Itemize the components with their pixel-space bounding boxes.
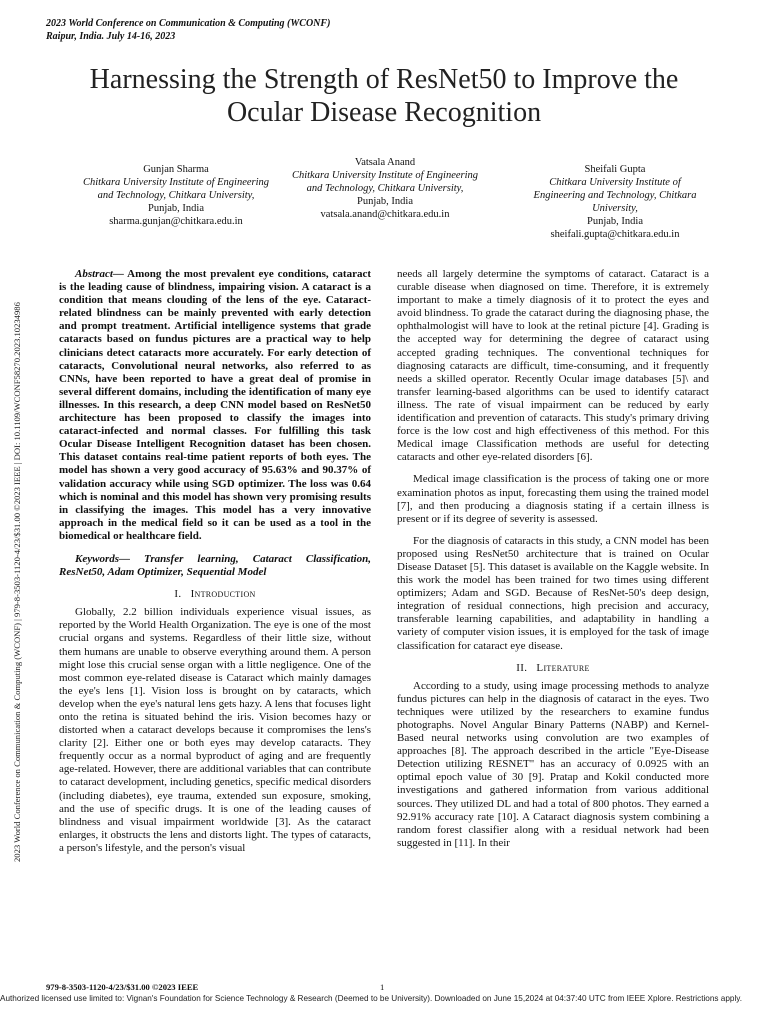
title-line-2: Ocular Disease Recognition (226, 97, 542, 128)
section-heading-literature (397, 662, 709, 675)
intro-paragraph: Globally, 2.2 billion individuals experience visual issues, as reported by the World Health Organization. The eye is one of the most crucial organs and systems. Regardless of their little size, without them humans are unable to observe everything around them. A person might lose this crucial sense organ with a little negligence. One of the most common eye-related disease is Cataract which mainly damages the eye's lens [1]. Vision loss is brought on by cataracts, which develop when the eye's natural lens gets hazy. A lens that focuses light onto the retina is situated behind the iris. Vision becomes hazy or distorted when a cataract develops because it compromises the lens's clarity [2]. Either one or both eyes may develop cataracts. They frequently occur as a normal byproduct of aging and are frequently age-related. However, there are additional variables that can contribute to cataract development, including genetics, specific medical disorders (including diabetes), eye trauma, extended sun exposure, smoking, and the use of specific drugs. It is one of the leading causes of blindness and visual impairment worldwide [3]. As the cataract enlarges, it obstructs the lens and distorts light. The types of cataracts, a person's lifestyle, and the person's visual (59, 606, 371, 854)
conference-name: 2023 World Conference on Communication & Computing (WCONF) (46, 18, 331, 29)
right-column (397, 268, 709, 850)
author-affiliation: Chitkara University Institute of Engineering (291, 170, 479, 181)
author-email: sharma.gunjan@chitkara.edu.in (109, 216, 243, 227)
author-name: Gunjan Sharma (143, 164, 209, 175)
body-paragraph: Medical image classification is the process of taking one or more examination photos as input, forecasting them using the trained model [7], and then producing a diagnosis stating if a certain illness is present or if its degree of severity is assessed. (397, 473, 709, 525)
conference-header (46, 17, 330, 43)
author-name: Sheifali Gupta (584, 164, 646, 175)
left-column (59, 268, 371, 855)
author-email: vatsala.anand@chitkara.edu.in (320, 209, 450, 220)
side-doi-text: 2023 World Conference on Communication & Computing (WCONF) | 979-8-3503-1120-4/23/$31.00 ©2023 IEEE | DOI: 10.1109/WCONF58270.2023.10234986 (12, 302, 22, 862)
author-location: Punjab, India (587, 216, 643, 227)
section-number: II. (516, 661, 528, 674)
author-affiliation: Chitkara University Institute of Engineering (82, 177, 270, 188)
keywords-label: Keywords— (75, 552, 130, 565)
abstract (59, 268, 371, 543)
author-affiliation: Chitkara University Institute of (549, 177, 681, 188)
author-name: Vatsala Anand (354, 157, 416, 168)
author-email: sheifali.gupta@chitkara.edu.in (550, 229, 680, 240)
author-block-3 (510, 163, 720, 241)
author-block-1 (56, 163, 296, 228)
conference-location: Raipur, India. July 14-16, 2023 (46, 31, 176, 42)
section-title: Introduction (190, 588, 256, 601)
keywords (59, 553, 371, 579)
body-paragraph: needs all largely determine the symptoms of cataract. Cataract is a curable disease when diagnosed on time. Therefore, it is extremely important to make a timely diagnosis of it to protect the eyes and avoid blindness. To grade the cataract during the diagnosing phase, the ophthalmologist will have to look at the retinal picture [4]. Grading is the accepted way for determining the degree of cataract using accepted grading techniques. The conventional techniques for diagnosing cataracts are difficult, time-consuming, and it frequently needs a skilled operator. Recently Ocular image databases [5]\ and transfer learning-based algorithms can be used to identify cataract illness. The rate of visual impairment can be reduced by early identification and prevention of cataracts. This study's primary driving force is the low cost and high effectiveness of this method. For this Medical image Classification methods are useful for detecting cataracts and other eye-related disorders [6]. (397, 268, 709, 464)
abstract-label: Abstract— (75, 268, 124, 280)
body-paragraph: For the diagnosis of cataracts in this study, a CNN model has been proposed using ResNet50 architecture that is trained on Ocular Disease Dataset [5]. This dataset is available on the Kaggle website. In this work the model has been trained for two times using different optimizers; Adam and SGD. Because of ResNet-50's deep design, integration of residual connections, high precision and accuracy, transferable learning capabilities, and adaptability in handling a variety of computer vision issues, it is employed for the task of image classification for cataract eye disease. (397, 534, 709, 652)
section-number: I. (174, 588, 182, 601)
author-block-2 (275, 156, 495, 221)
author-location: Punjab, India (148, 203, 204, 214)
section-title: Literature (536, 661, 590, 674)
author-affiliation: University, (592, 203, 638, 214)
footer-isbn: 979-8-3503-1120-4/23/$31.00 ©2023 IEEE (46, 982, 199, 992)
paper-title (0, 63, 768, 129)
author-location: Punjab, India (357, 196, 413, 207)
license-notice: Authorized licensed use limited to: Vignan's Foundation for Science Technology & Research (Deemed to be University). Downloaded on June 15,2024 at 04:37:40 UTC from IEEE Xplore. Restrictions apply. (0, 994, 743, 1003)
section-heading-introduction (59, 588, 371, 601)
literature-paragraph: According to a study, using image processing methods to analyze fundus pictures can help in the diagnosis of cataract in the eyes. Two techniques were utilized by the researchers to examine fundus photographs. Novel Angular Binary Patterns (NABP) and Kernel-Based neural networks using convolution are two examples of approaches [8]. The approach described in the article "Eye-Disease Detection utilizing RESNET" has an accuracy of 0.0925 with an optimal epoch value of 30 [9]. Pratap and Kokil conducted more investigations and gathered information from various additional sources. They utilized DL and had a total of 800 photos. They earned a 92.91% accuracy rate [10]. A Cataract diagnosis system combining a random forest classifier along with a residual network had been suggested in [11]. In their (397, 679, 709, 849)
keywords-text: Transfer learning, Cataract Classification, ResNet50, Adam Optimizer, Sequential Model (59, 552, 371, 579)
title-line-1: Harnessing the Strength of ResNet50 to Improve the (89, 64, 679, 95)
page-number: 1 (380, 982, 385, 992)
author-affiliation: Engineering and Technology, Chitkara (533, 190, 697, 201)
abstract-text: Among the most prevalent eye conditions, cataract is the leading cause of blindness, impairing vision. A cataract is a condition that means clouding of the lens of the eye. Cataract-related blindness can be mainly prevented with early detection and prompt treatment. Artificial intelligence systems that grade cataracts based on fundus pictures are a practical way to help clinicians detect cataracts more accurately. For early detection of cataracts, Convolutional neural networks, also referred to as CNNs, have been reported to have a great deal of promise in several different domains, including the identification of many eye illnesses. In this research, a deep CNN model based on ResNet50 architecture has been proposed to classify the images into cataract-infected and normal classes. For fulfilling this task Ocular Disease Intelligent Recognition dataset has been chosen. This dataset contains real-time patient reports of both eyes. The model has shown a very good accuracy of 95.63% and 90.37% of validation accuracy while using SGD optimizer. The loss was 0.64 which is nominal and this model has shown very promising results in classifying the images. This model has a very innovative approach in the medical field so it can be used as a tool in the biomedical or healthcare field. (59, 268, 371, 542)
author-affiliation: and Technology, Chitkara University, (306, 183, 464, 194)
author-affiliation: and Technology, Chitkara University, (97, 190, 255, 201)
